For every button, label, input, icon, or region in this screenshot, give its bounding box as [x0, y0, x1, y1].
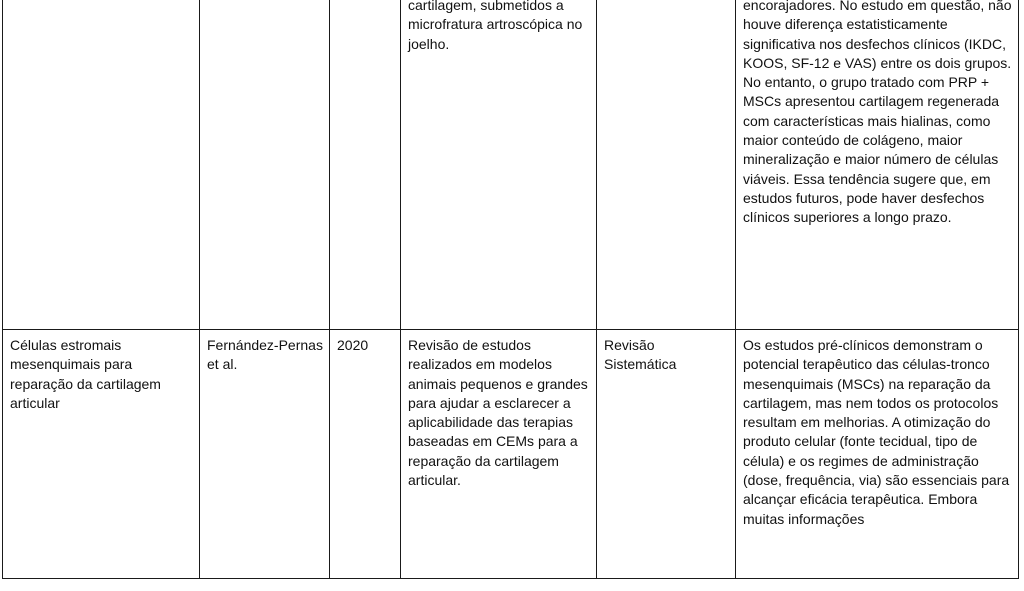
cell-method: cartilagem, submetidos a microfratura artroscópica no joelho. [401, 0, 597, 330]
cell-year: 2020 [330, 330, 401, 579]
table-row [3, 0, 1019, 330]
cell-title: Células estromais mesenquimais para reparação da cartilagem articular [3, 330, 200, 579]
cell-title [3, 0, 200, 330]
cell-authors [200, 0, 330, 330]
cell-method: Revisão de estudos realizados em modelos animais pequenos e grandes para ajudar a esclarecer a aplicabilidade das terapias baseadas em CEMs para a reparação da cartilagem articular. [401, 330, 597, 579]
cell-type: Revisão Sistemática [597, 330, 736, 579]
table-row [3, 330, 1019, 579]
cell-results: encorajadores. No estudo em questão, não houve diferença estatisticamente significativa nos desfechos clínicos (IKDC, KOOS, SF-12 e VAS) entre os dois grupos. No entanto, o grupo tratado com PRP + MSCs apresentou cartilagem regenerada com características mais hialinas, como maior conteúdo de colágeno, maior mineralização e maior número de células viáveis. Essa tendência sugere que, em estudos futuros, pode haver desfechos clínicos superiores a longo prazo. [736, 0, 1019, 330]
cell-authors: Fernández-Pernas et al. [200, 330, 330, 579]
cell-type [597, 0, 736, 330]
cell-year [330, 0, 401, 330]
literature-review-table [2, 0, 1019, 579]
cell-results: Os estudos pré-clínicos demonstram o potencial terapêutico das células-tronco mesenquimais (MSCs) na reparação da cartilagem, mas nem todos os protocolos resultam em melhorias. A otimização do produto celular (fonte tecidual, tipo de célula) e os regimes de administração (dose, frequência, via) são essenciais para alcançar eficácia terapêutica. Embora muitas informações [736, 330, 1019, 579]
